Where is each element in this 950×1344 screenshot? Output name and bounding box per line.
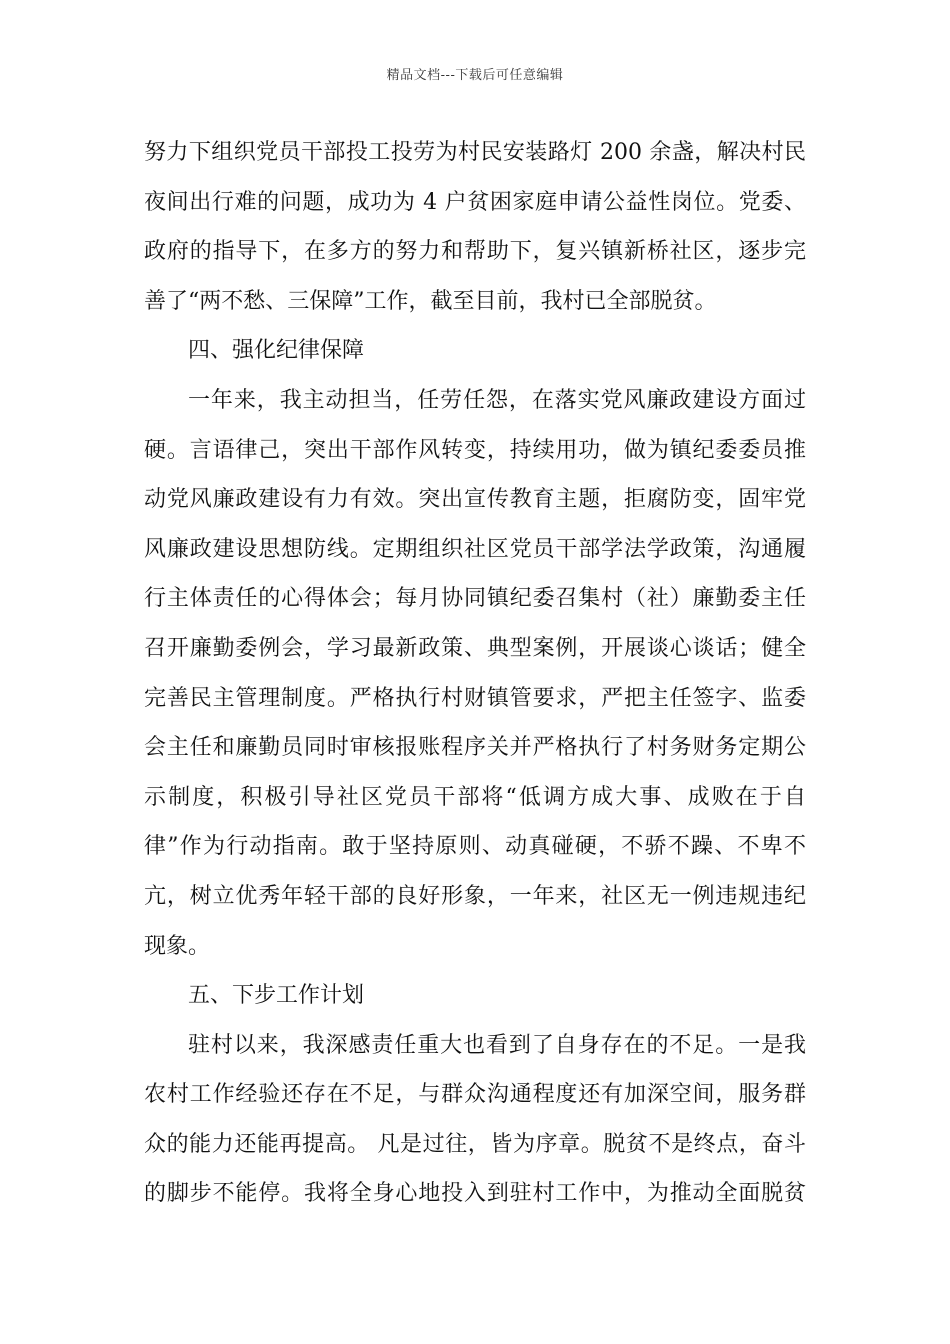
section-heading: 四、强化纪律保障 — [188, 338, 365, 364]
paragraph-line: 风廉政建设思想防线。定期组织社区党员干部学法学政策，沟通履 — [144, 536, 806, 562]
paragraph-line: 现象。 — [144, 933, 211, 959]
paragraph-line: 农村工作经验还存在不足，与群众沟通程度还有加深空间，服务群 — [144, 1082, 806, 1108]
paragraph-line: 完善民主管理制度。严格执行村财镇管要求，严把主任签字、监委 — [144, 685, 806, 711]
paragraph-line: 行主体责任的心得体会；每月协同镇纪委召集村（社）廉勤委主任 — [144, 586, 806, 612]
page-header: 精品文档---下载后可任意编辑 — [386, 68, 564, 83]
paragraph-line: 努力下组织党员干部投工投劳为村民安装路灯 200 余盏，解决村民 — [144, 140, 806, 165]
paragraph-line: 召开廉勤委例会，学习最新政策、典型案例，开展谈心谈话；健全 — [144, 635, 806, 661]
paragraph-line: 众的能力还能再提高。 凡是过往，皆为序章。脱贫不是终点，奋斗 — [144, 1131, 806, 1157]
paragraph-line: 夜间出行难的问题，成功为 4 户贫困家庭申请公益性岗位。党委、 — [144, 189, 806, 215]
paragraph-line: 会主任和廉勤员同时审核报账程序关并严格执行了村务财务定期公 — [144, 735, 806, 761]
paragraph-line: 一年来，我主动担当，任劳任怨，在落实党风廉政建设方面过 — [188, 387, 806, 413]
paragraph-line: 律”作为行动指南。敢于坚持原则、动真碰硬，不骄不躁、不卑不 — [144, 834, 806, 860]
paragraph-line: 动党风廉政建设有力有效。突出宣传教育主题，拒腐防变，固牢党 — [144, 487, 806, 513]
paragraph-line: 善了“两不愁、三保障”工作，截至目前，我村已全部脱贫。 — [144, 288, 717, 314]
section-heading: 五、下步工作计划 — [188, 983, 365, 1009]
paragraph-line: 硬。言语律己，突出干部作风转变，持续用功，做为镇纪委委员推 — [144, 437, 806, 463]
document-body — [144, 128, 806, 1219]
paragraph-line: 政府的指导下，在多方的努力和帮助下，复兴镇新桥社区，逐步完 — [144, 239, 806, 265]
paragraph-line: 示制度，积极引导社区党员干部将“低调方成大事、成败在于自 — [144, 784, 806, 810]
paragraph-line: 驻村以来，我深感责任重大也看到了自身存在的不足。一是我 — [188, 1032, 806, 1058]
paragraph-line: 的脚步不能停。我将全身心地投入到驻村工作中，为推动全面脱贫 — [144, 1181, 806, 1207]
paragraph-line: 亢，树立优秀年轻干部的良好形象，一年来，社区无一例违规违纪 — [144, 883, 806, 909]
